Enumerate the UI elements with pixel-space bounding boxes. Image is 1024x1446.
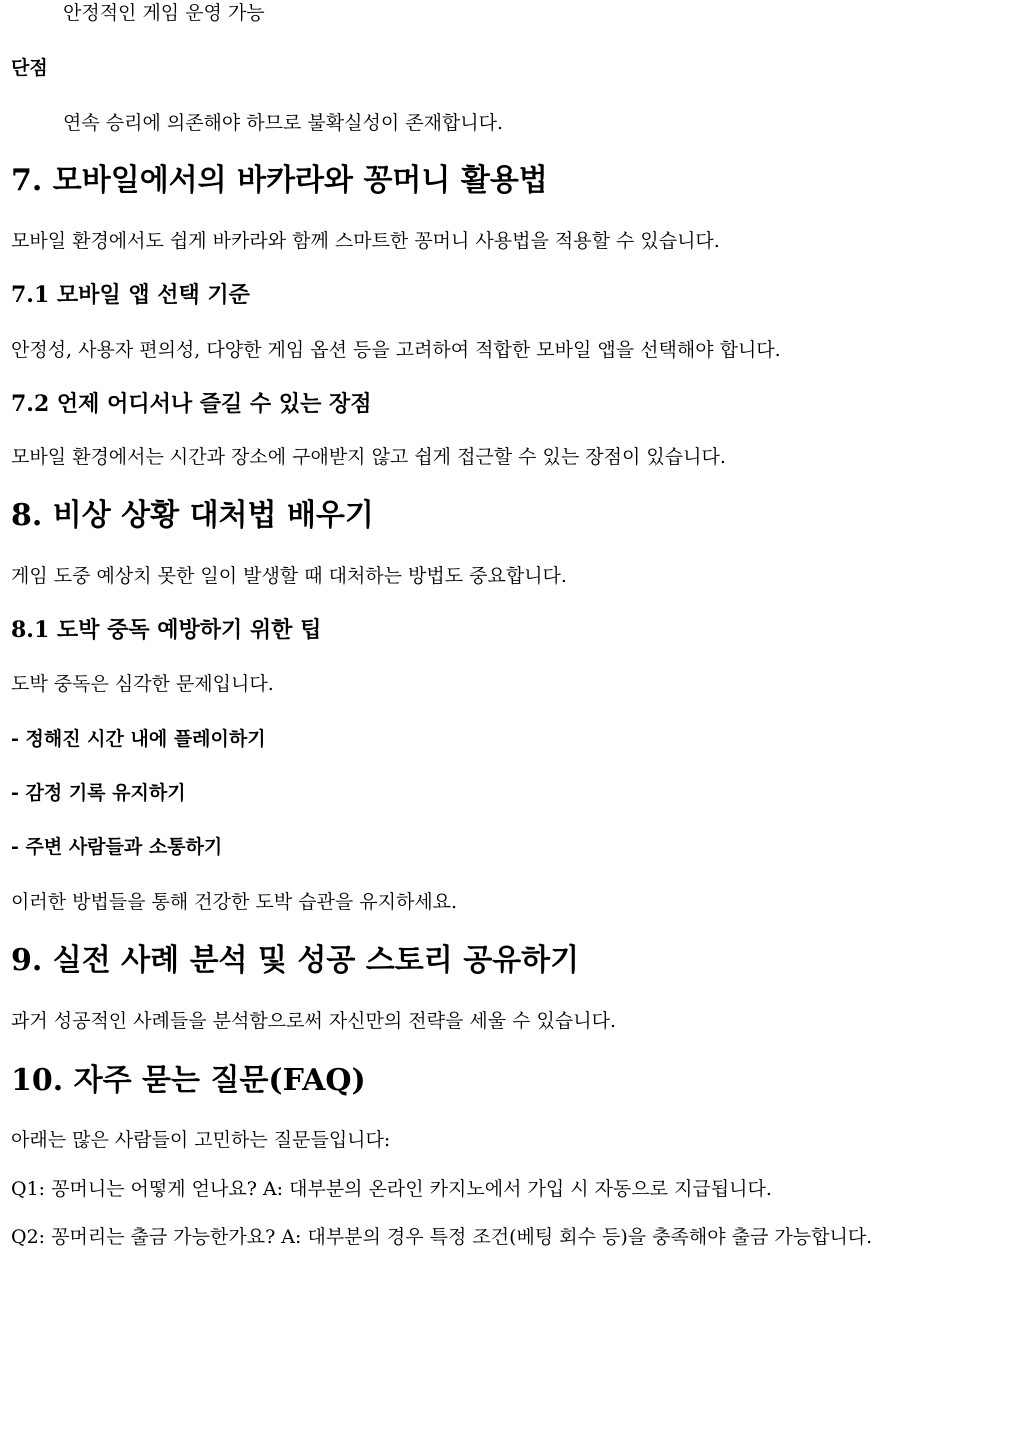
faq-item: Q2: 꽁머리는 출금 가능한가요? A: 대부분의 경우 특정 조건(베팅 회수 등)을 충족해야 출금 가능합니다. xyxy=(11,1226,873,1248)
section-10-title: 10. 자주 묻는 질문(FAQ) xyxy=(11,1063,366,1098)
tip-item: - 주변 사람들과 소통하기 xyxy=(11,836,223,858)
section-8-title: 8. 비상 상황 대처법 배우기 xyxy=(11,498,374,533)
cons-text: 연속 승리에 의존해야 하므로 불확실성이 존재합니다. xyxy=(63,112,504,134)
cons-heading: 단점 xyxy=(11,57,48,79)
section-7-intro: 모바일 환경에서도 쉽게 바카라와 함께 스마트한 꽁머니 사용법을 적용할 수 있습니다. xyxy=(11,230,720,252)
section-7-1-text: 안정성, 사용자 편의성, 다양한 게임 옵션 등을 고려하여 적합한 모바일 앱을 선택해야 합니다. xyxy=(11,339,781,361)
section-8-intro: 게임 도중 예상치 못한 일이 발생할 때 대처하는 방법도 중요합니다. xyxy=(11,565,567,587)
section-9-text: 과거 성공적인 사례들을 분석함으로써 자신만의 전략을 세울 수 있습니다. xyxy=(11,1010,616,1032)
section-8-1-title: 8.1 도박 중독 예방하기 위한 팁 xyxy=(11,617,322,643)
section-7-2-text: 모바일 환경에서는 시간과 장소에 구애받지 않고 쉽게 접근할 수 있는 장점이 있습니다. xyxy=(11,446,726,468)
section-9-title: 9. 실전 사례 분석 및 성공 스토리 공유하기 xyxy=(11,943,580,978)
faq-item: Q1: 꽁머니는 어떻게 얻나요? A: 대부분의 온라인 카지노에서 가입 시 자동으로 지급됩니다. xyxy=(11,1178,772,1200)
tip-item: - 감정 기록 유지하기 xyxy=(11,782,186,804)
pros-tail-text: 안정적인 게임 운영 가능 xyxy=(63,2,265,24)
section-7-1-title: 7.1 모바일 앱 선택 기준 xyxy=(11,282,250,308)
section-8-1-text: 도박 중독은 심각한 문제입니다. xyxy=(11,673,274,695)
tip-item: - 정해진 시간 내에 플레이하기 xyxy=(11,728,266,750)
section-8-closing: 이러한 방법들을 통해 건강한 도박 습관을 유지하세요. xyxy=(11,891,458,913)
section-7-title: 7. 모바일에서의 바카라와 꽁머니 활용법 xyxy=(11,163,548,198)
section-10-intro: 아래는 많은 사람들이 고민하는 질문들입니다: xyxy=(11,1129,391,1151)
section-7-2-title: 7.2 언제 어디서나 즐길 수 있는 장점 xyxy=(11,391,372,417)
